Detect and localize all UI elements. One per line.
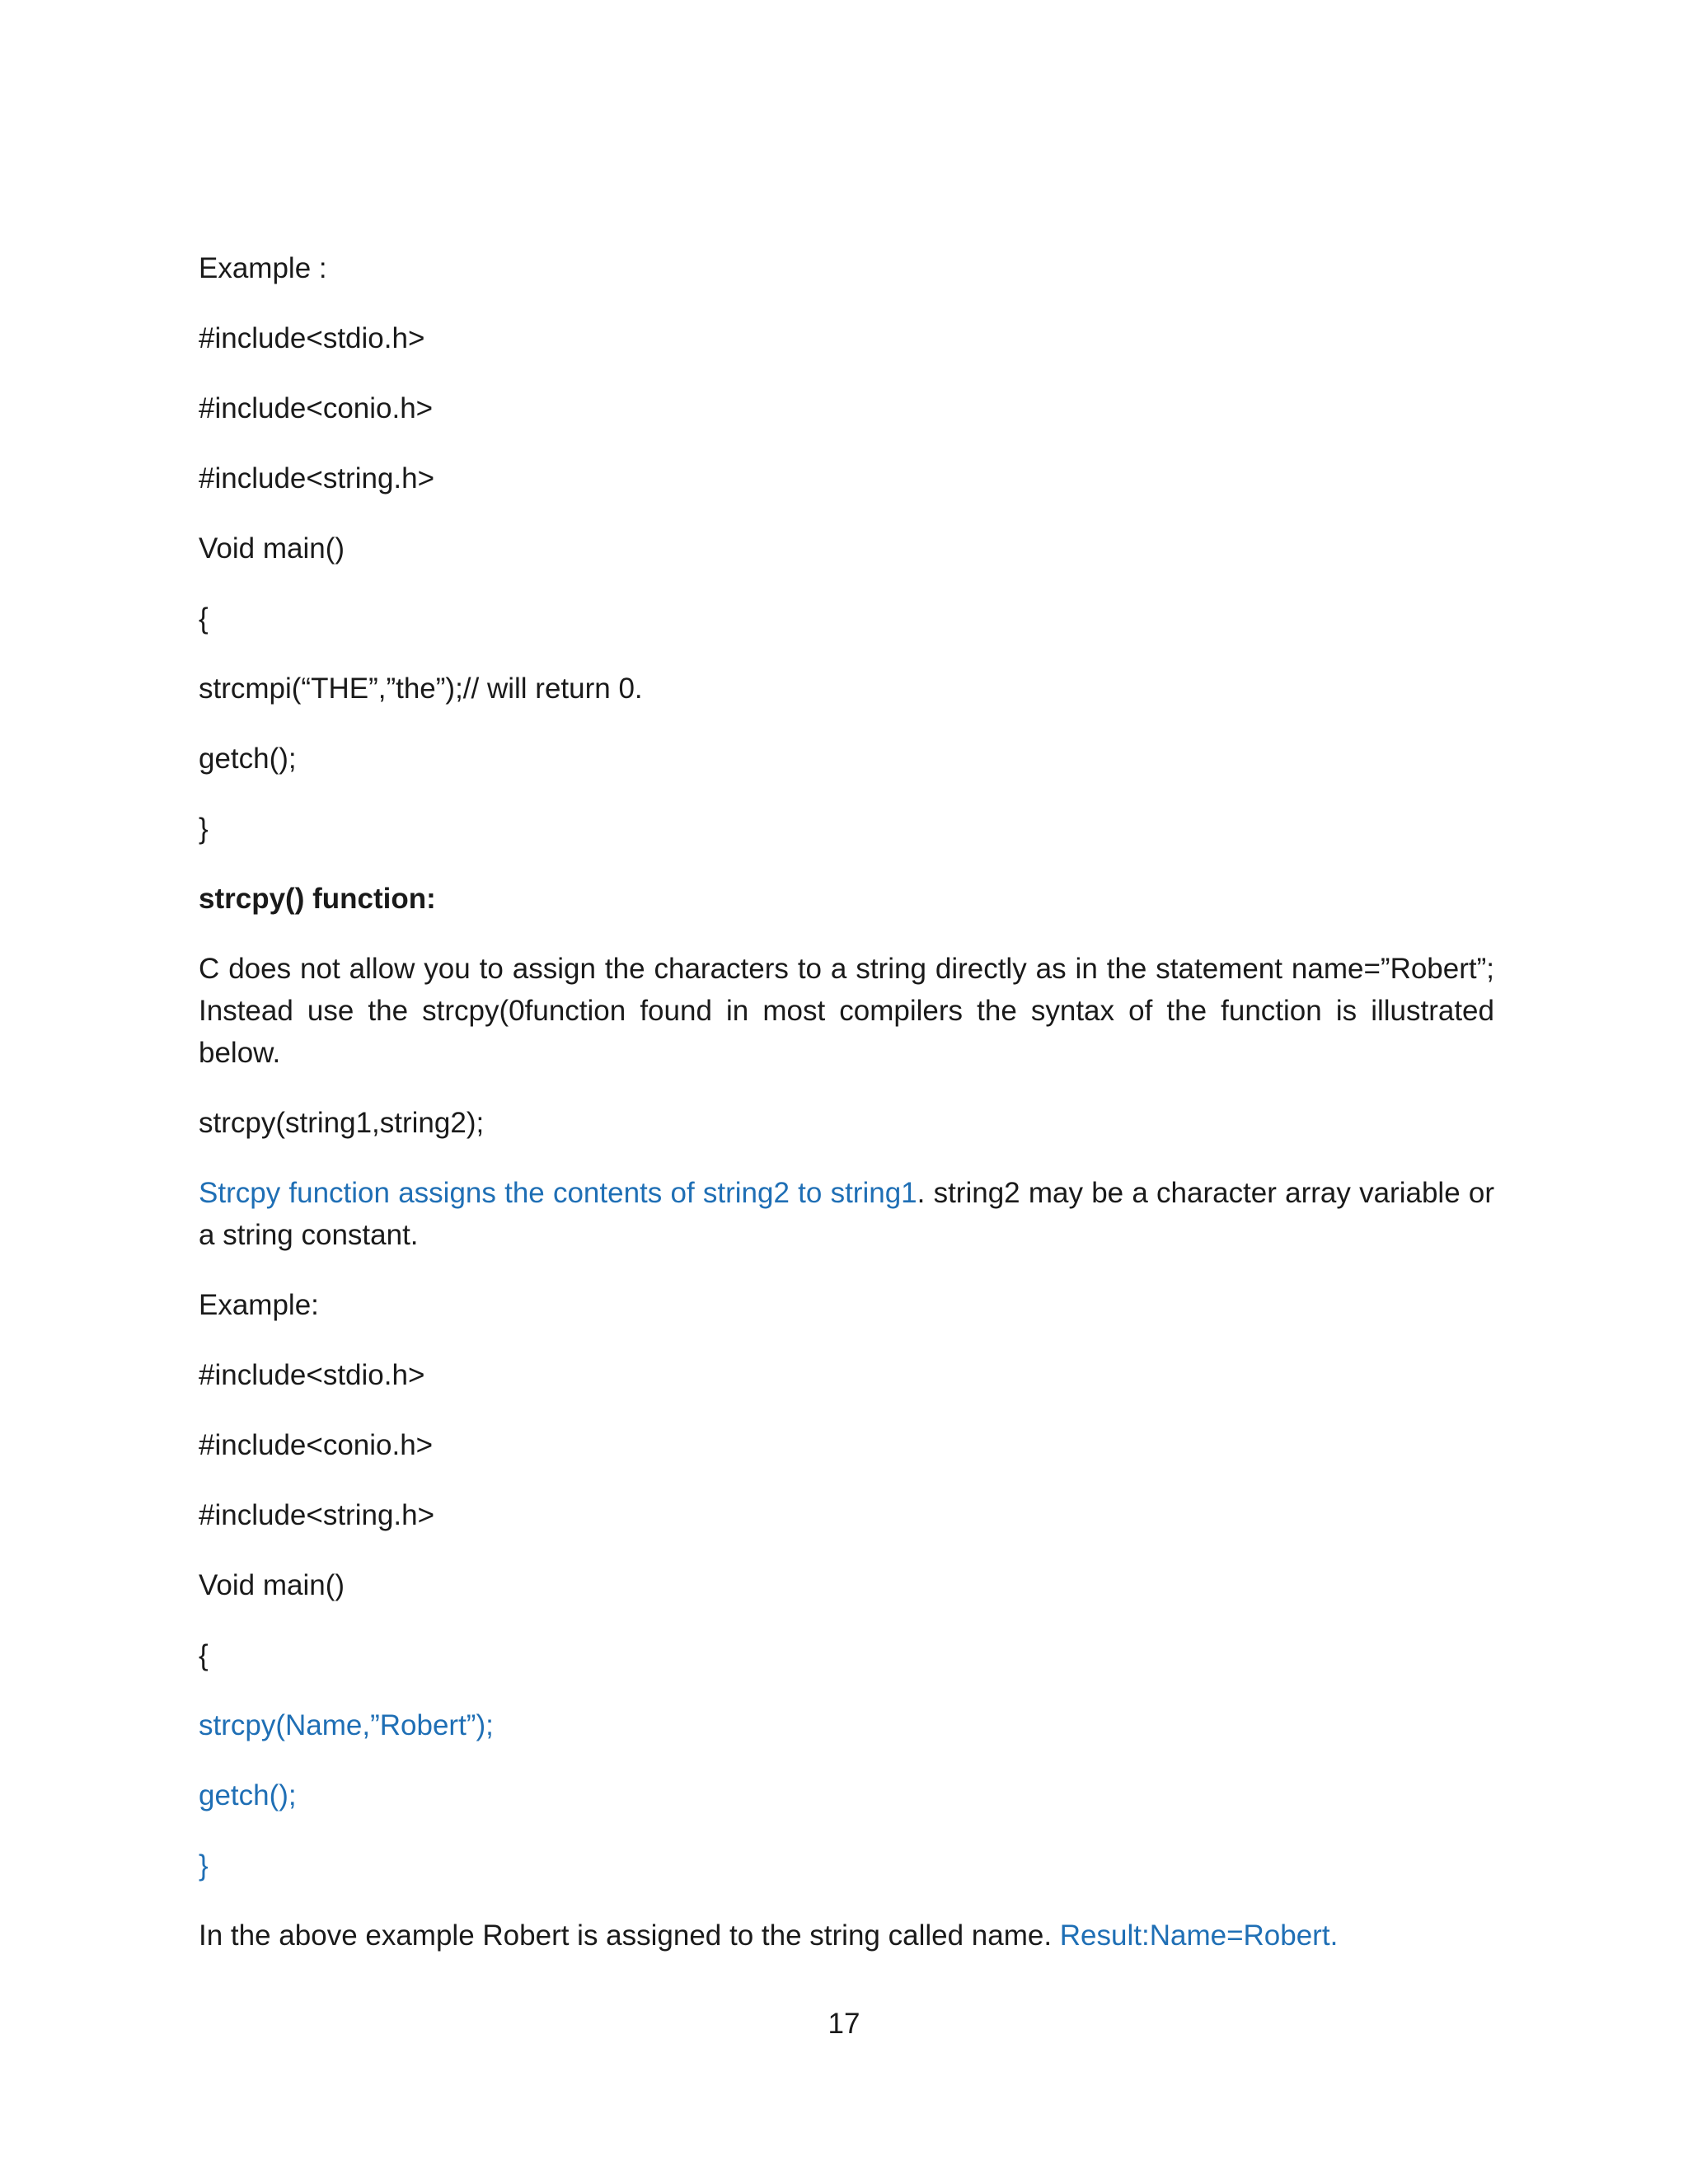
highlighted-code-line: strcpy(Name,”Robert”); (199, 1709, 494, 1741)
section-heading: strcpy() function: (199, 883, 436, 915)
example-label: Example : (199, 252, 327, 284)
conclusion-paragraph (199, 1915, 1494, 1957)
code-line: Void main() (199, 1569, 345, 1601)
page-number: 17 (828, 2008, 860, 2040)
code-line: Void main() (199, 532, 345, 565)
code-line: #include<stdio.h> (199, 322, 425, 354)
code-line: } (199, 813, 209, 845)
highlighted-code-line: } (199, 1849, 209, 1882)
highlighted-text: Strcpy function assigns the contents of string2 to string1 (199, 1177, 917, 1209)
code-line: #include<stdio.h> (199, 1359, 425, 1391)
highlighted-code-line: getch(); (199, 1779, 297, 1811)
body-paragraph: C does not allow you to assign the characters to a string directly as in the statement name=”Robert”; Instead use the strcpy(0function found in most compilers the syntax of the function is illustrated below. (199, 953, 1494, 1069)
page-content (199, 247, 1494, 1985)
code-line: #include<string.h> (199, 1499, 435, 1531)
code-line: getch(); (199, 743, 297, 775)
result-text: Result:Name=Robert. (1059, 1919, 1339, 1952)
code-line: #include<conio.h> (199, 1429, 434, 1461)
example-label: Example: (199, 1289, 319, 1321)
code-line: #include<conio.h> (199, 392, 434, 424)
code-line: { (199, 602, 209, 635)
syntax-line: strcpy(string1,string2); (199, 1107, 485, 1139)
paragraph-text: . string2 may be a character array variable or a string constant. (199, 1177, 1494, 1251)
conclusion-text: In the above example Robert is assigned to the string called name. (199, 1919, 1060, 1952)
body-paragraph (199, 1172, 1494, 1256)
code-line: { (199, 1639, 209, 1671)
code-line: strcmpi(“THE”,”the”);// will return 0. (199, 673, 643, 705)
code-line: #include<string.h> (199, 462, 435, 494)
